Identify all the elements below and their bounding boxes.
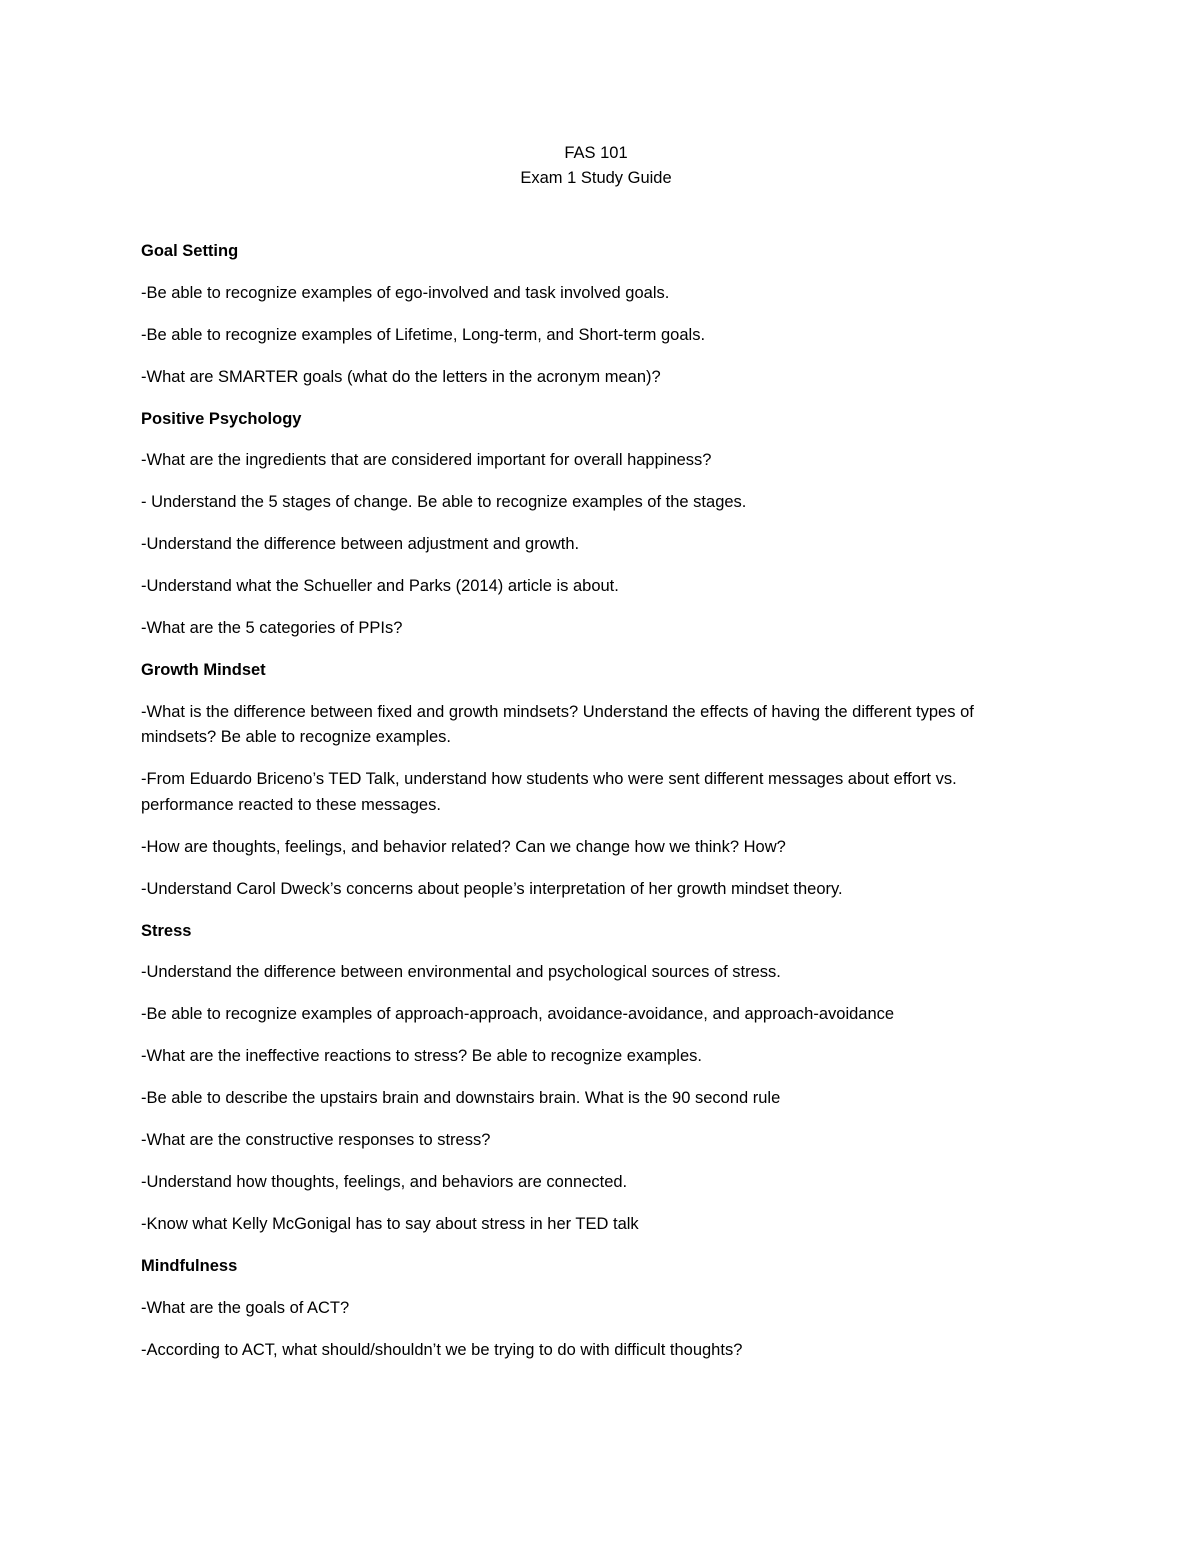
section-stress	[141, 919, 1051, 1238]
study-item: -Be able to recognize examples of approach-approach, avoidance-avoidance, and approach-avoidance	[141, 1005, 895, 1023]
section-heading: Stress	[141, 921, 192, 940]
study-item: -What is the difference between fixed and growth mindsets? Understand the effects of having the different types of mindsets? Be able to recognize examples.	[141, 702, 974, 746]
section-goal-setting	[141, 239, 1051, 390]
document-body	[141, 141, 1051, 1380]
section-heading: Growth Mindset	[141, 661, 266, 679]
study-item: -What are the 5 categories of PPIs?	[141, 619, 403, 637]
section-mindfulness	[141, 1254, 1051, 1363]
section-heading: Mindfulness	[141, 1257, 238, 1275]
study-item: - Understand the 5 stages of change. Be able to recognize examples of the stages.	[141, 493, 747, 511]
study-item: -According to ACT, what should/shouldn’t we be trying to do with difficult thoughts?	[141, 1340, 743, 1359]
study-item: -Be able to recognize examples of Lifetime, Long-term, and Short-term goals.	[141, 325, 706, 344]
document-title: FAS 101	[564, 144, 628, 162]
study-item: -How are thoughts, feelings, and behavior related? Can we change how we think? How?	[141, 837, 786, 856]
study-item: -Understand the difference between adjustment and growth.	[141, 535, 580, 553]
study-item: -What are the goals of ACT?	[141, 1298, 350, 1317]
study-item: -Understand how thoughts, feelings, and behaviors are connected.	[141, 1173, 628, 1191]
study-item: -Be able to recognize examples of ego-involved and task involved goals.	[141, 283, 670, 302]
study-item: -Understand what the Schueller and Parks (2014) article is about.	[141, 577, 619, 595]
study-item: -Understand the difference between environmental and psychological sources of stress.	[141, 963, 781, 981]
section-heading: Goal Setting	[141, 242, 239, 260]
study-item: -From Eduardo Briceno’s TED Talk, understand how students who were sent different messages about effort vs. performance reacted to these messages.	[141, 770, 957, 814]
study-item: -Be able to describe the upstairs brain and downstairs brain. What is the 90 second rule	[141, 1089, 781, 1107]
title-block	[141, 141, 1051, 191]
study-item: -Know what Kelly McGonigal has to say about stress in her TED talk	[141, 1215, 639, 1233]
section-positive-psychology	[141, 407, 1051, 642]
section-growth-mindset	[141, 658, 1051, 902]
study-item: -Understand Carol Dweck’s concerns about people’s interpretation of her growth mindset theory.	[141, 879, 843, 898]
document-subtitle: Exam 1 Study Guide	[520, 169, 672, 187]
section-heading: Positive Psychology	[141, 409, 302, 428]
study-item: -What are SMARTER goals (what do the letters in the acronym mean)?	[141, 367, 661, 386]
study-item: -What are the constructive responses to stress?	[141, 1131, 491, 1149]
study-item: -What are the ingredients that are considered important for overall happiness?	[141, 451, 712, 469]
study-item: -What are the ineffective reactions to stress? Be able to recognize examples.	[141, 1047, 702, 1065]
